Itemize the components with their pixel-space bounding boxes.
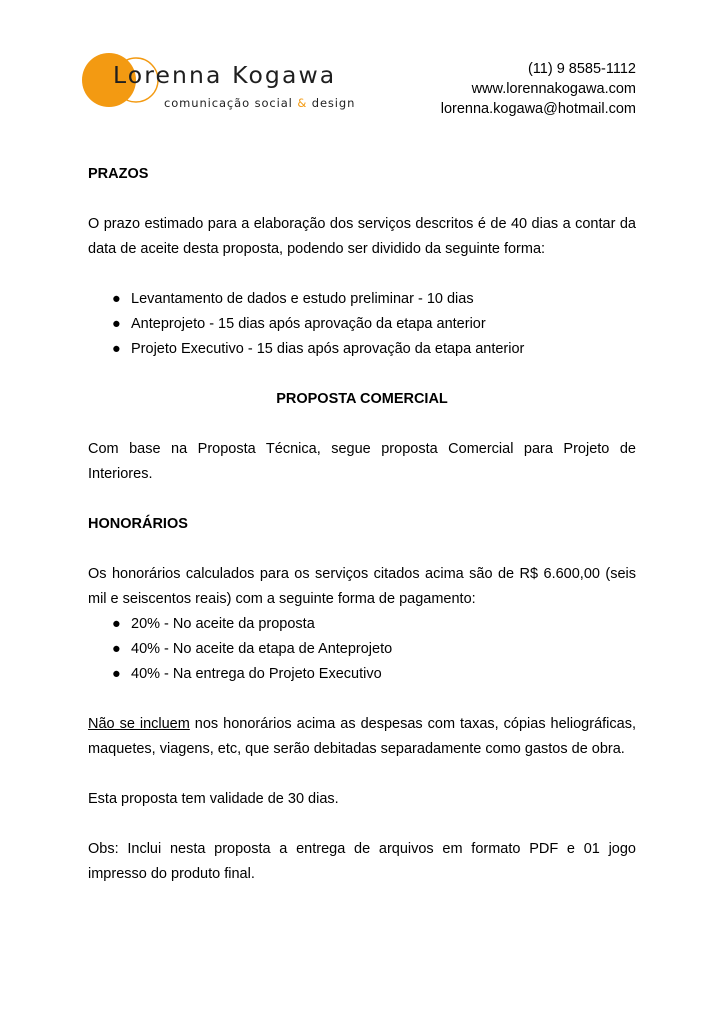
list-item <box>88 637 636 662</box>
company-logo <box>80 52 370 112</box>
logo-tagline-part2: design <box>307 96 356 110</box>
list-item-text: Anteprojeto - 15 dias após aprovação da etapa anterior <box>131 316 486 332</box>
logo-tagline <box>164 96 355 110</box>
logo-tagline-part1: comunicação social <box>164 96 298 110</box>
bullet-icon: ● <box>112 291 121 307</box>
honorarios-intro: Os honorários calculados para os serviços citados acima são de R$ 6.600,00 (seis mil e seiscentos reais) com a seguinte forma de pagamento: <box>88 566 636 607</box>
list-item <box>88 612 636 637</box>
list-item <box>88 287 636 312</box>
prazos-intro: O prazo estimado para a elaboração dos serviços descritos é de 40 dias a contar da data de aceite desta proposta, podendo ser dividido da seguinte forma: <box>88 216 636 257</box>
list-item-text: 40% - No aceite da etapa de Anteprojeto <box>131 641 393 657</box>
list-item <box>88 312 636 337</box>
section-heading-honorarios: HONORÁRIOS <box>88 516 188 532</box>
contact-website[interactable]: www.lorennakogawa.com <box>471 81 636 97</box>
list-item-text: 40% - Na entrega do Projeto Executivo <box>131 666 382 682</box>
bullet-icon: ● <box>112 616 121 632</box>
logo-tagline-ampersand: & <box>297 96 308 110</box>
section-heading-proposta: PROPOSTA COMERCIAL <box>276 391 448 407</box>
honorarios-list <box>88 612 636 687</box>
list-item <box>88 662 636 687</box>
exclusions-text <box>88 712 636 762</box>
prazos-list <box>88 287 636 362</box>
exclusions-underlined: Não se incluem <box>88 716 190 732</box>
bullet-icon: ● <box>112 641 121 657</box>
bullet-icon: ● <box>112 316 121 332</box>
contact-phone: (11) 9 8585-1112 <box>527 61 636 77</box>
list-item-text: Levantamento de dados e estudo preliminar - 10 dias <box>131 291 474 307</box>
bullet-icon: ● <box>112 341 121 357</box>
contact-email[interactable]: lorenna.kogawa@hotmail.com <box>440 101 636 117</box>
bullet-icon: ● <box>112 666 121 682</box>
proposta-text: Com base na Proposta Técnica, segue proposta Comercial para Projeto de Interiores. <box>88 441 636 482</box>
validity-text: Esta proposta tem validade de 30 dias. <box>88 791 339 807</box>
list-item-text: Projeto Executivo - 15 dias após aprovação da etapa anterior <box>131 341 525 357</box>
section-heading-prazos: PRAZOS <box>88 166 149 182</box>
list-item <box>88 337 636 362</box>
list-item-text: 20% - No aceite da proposta <box>131 616 315 632</box>
exclusions-rest: nos honorários acima as despesas com taxas, cópias heliográficas, maquetes, viagens, etc, que serão debitadas separadamente como gastos de obra. <box>88 716 636 757</box>
contact-info <box>441 59 636 119</box>
logo-name: Lorenna Kogawa <box>113 61 337 89</box>
document-body <box>88 162 636 887</box>
obs-text: Obs: Inclui nesta proposta a entrega de arquivos em formato PDF e 01 jogo impresso do produto final. <box>88 841 636 882</box>
